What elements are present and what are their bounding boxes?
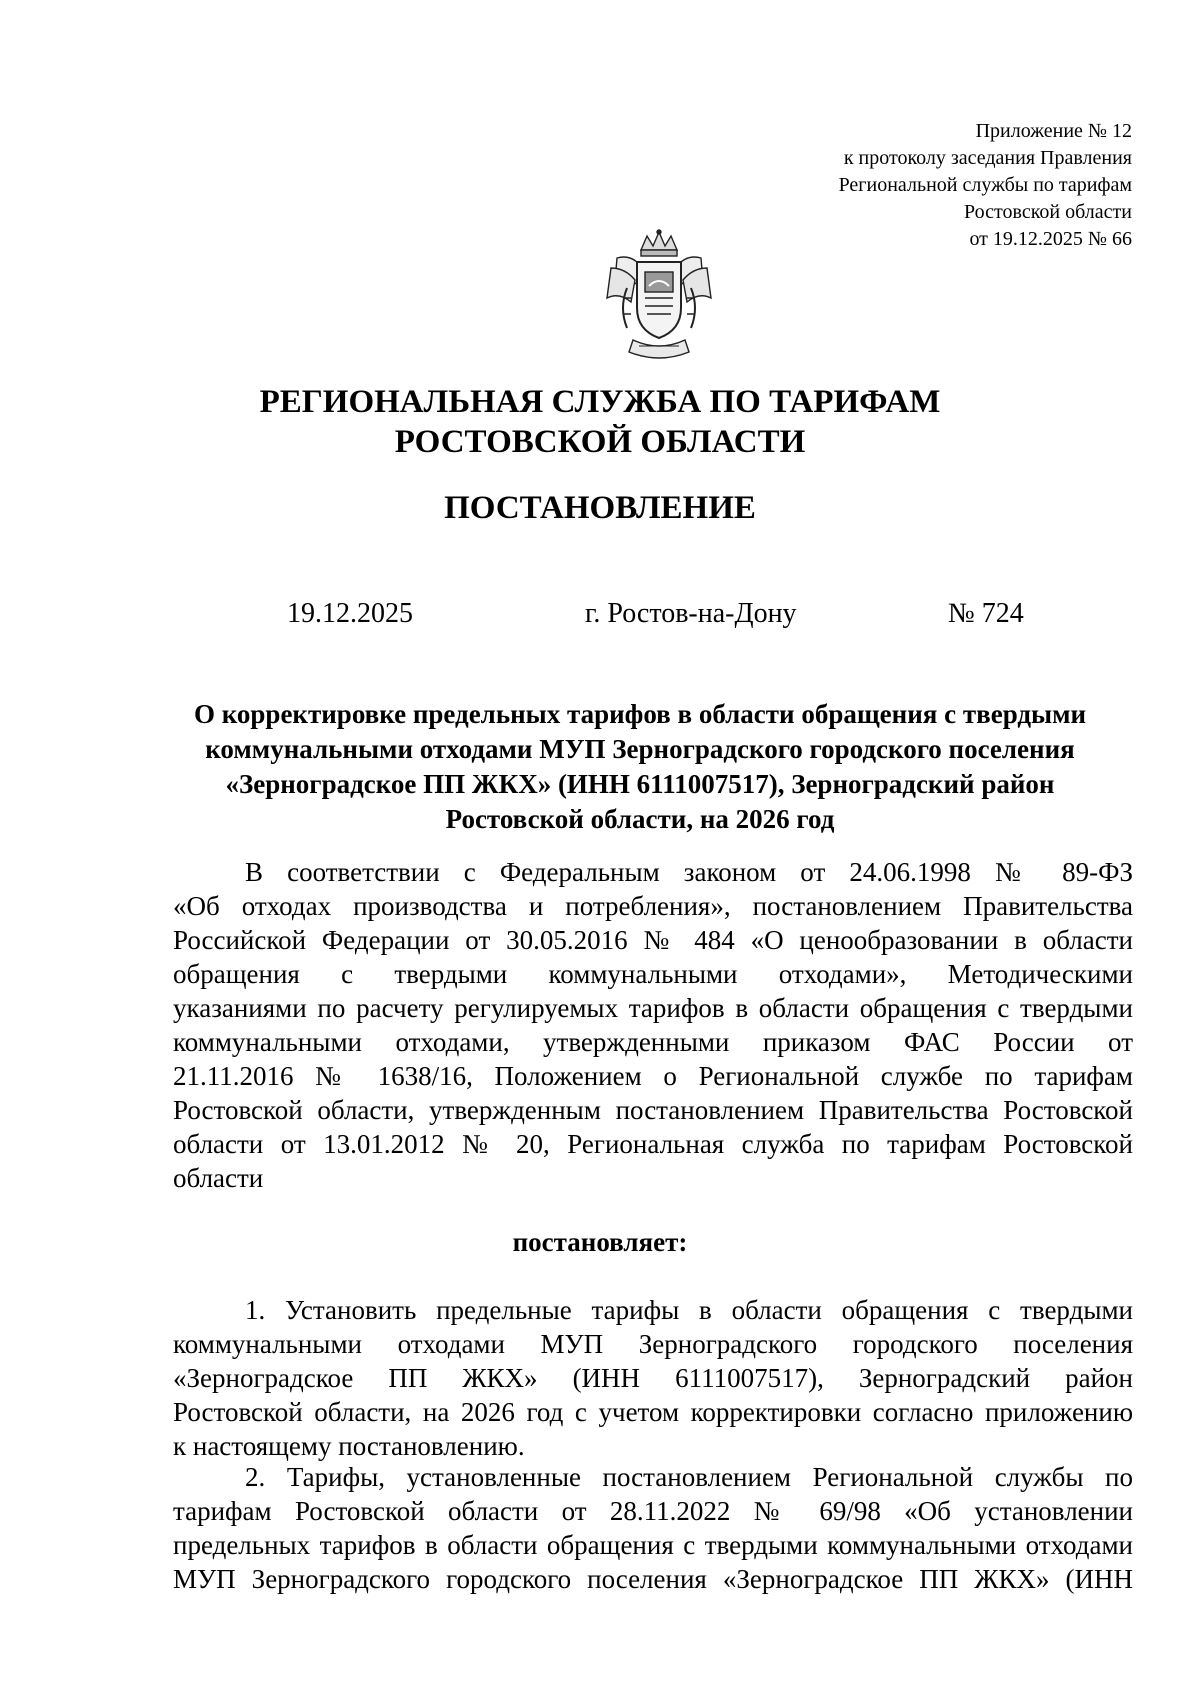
paragraph-line: предельных тарифов в области обращения с твердыми коммунальными отходами	[173, 1530, 1133, 1560]
paragraph-line: Российской Федерации от 30.05.2016 № 484 «О ценообразовании в области	[173, 925, 1133, 955]
annex-line: Приложение № 12	[975, 120, 1132, 142]
document-number: № 724	[948, 598, 1024, 629]
preamble-paragraph	[173, 855, 1133, 1195]
paragraph-line: 21.11.2016 № 1638/16, Положением о Региональной службе по тарифам	[173, 1061, 1133, 1091]
paragraph-line: В соответствии с Федеральным законом от 24.06.1998 № 89-ФЗ	[245, 857, 1133, 887]
paragraph-line: обращения с твердыми коммунальными отходами», Методическими	[173, 959, 1133, 989]
document-subject	[150, 697, 1130, 837]
annex-line: от 19.12.2025 № 66	[969, 228, 1132, 250]
paragraph-line: области от 13.01.2012 № 20, Региональная служба по тарифам Ростовской	[173, 1129, 1133, 1159]
annex-line: к протоколу заседания Правления	[843, 147, 1132, 169]
annex-line: Ростовской области	[964, 201, 1132, 223]
item-2-paragraph	[173, 1460, 1133, 1596]
decree-word: постановляет:	[512, 1227, 688, 1257]
coat-of-arms-emblem	[597, 228, 721, 364]
organization-name-line: РЕГИОНАЛЬНАЯ СЛУЖБА ПО ТАРИФАМ	[259, 384, 941, 420]
paragraph-line: коммунальными отходами МУП Зерноградского городского поселения	[173, 1329, 1133, 1359]
paragraph-line: «Об отходах производства и потребления», постановлением Правительства	[173, 891, 1133, 921]
annex-reference	[712, 118, 1132, 253]
organization-name-line: РОСТОВСКОЙ ОБЛАСТИ	[394, 424, 806, 460]
document-date: 19.12.2025	[287, 598, 413, 629]
paragraph-line: области	[173, 1163, 264, 1193]
paragraph-line: 2. Тарифы, установленные постановлением Региональной службы по	[245, 1462, 1133, 1492]
paragraph-line: Ростовской области, на 2026 год с учетом корректировки согласно приложению	[173, 1397, 1133, 1427]
paragraph-line: Ростовской области, утвержденным постановлением Правительства Ростовской	[173, 1095, 1133, 1125]
paragraph-line: к настоящему постановлению.	[173, 1431, 525, 1461]
paragraph-line: МУП Зерноградского городского поселения «Зерноградское ПП ЖКХ» (ИНН	[173, 1564, 1133, 1594]
subject-line: О корректировке предельных тарифов в области обращения с твердыми	[193, 699, 1087, 729]
item-1-paragraph	[173, 1293, 1133, 1463]
paragraph-line: «Зерноградское ПП ЖКХ» (ИНН 6111007517), Зерноградский район	[173, 1363, 1133, 1393]
annex-line: Региональной службы по тарифам	[838, 174, 1132, 196]
paragraph-line: указаниями по расчету регулируемых тарифов в области обращения с твердыми	[173, 993, 1133, 1023]
paragraph-line: 1. Установить предельные тарифы в области обращения с твердыми	[245, 1295, 1133, 1325]
subject-line: Ростовской области, на 2026 год	[445, 804, 835, 834]
paragraph-line: тарифам Ростовской области от 28.11.2022 № 69/98 «Об установлении	[173, 1496, 1133, 1526]
document-type-title: ПОСТАНОВЛЕНИЕ	[444, 490, 756, 526]
subject-line: коммунальными отходами МУП Зерноградского городского поселения	[205, 734, 1075, 764]
document-city: г. Ростов-на-Дону	[585, 598, 797, 629]
paragraph-line: коммунальными отходами, утвержденными приказом ФАС России от	[173, 1027, 1133, 1057]
subject-line: «Зерноградское ПП ЖКХ» (ИНН 6111007517), Зерноградский район	[225, 769, 1055, 799]
